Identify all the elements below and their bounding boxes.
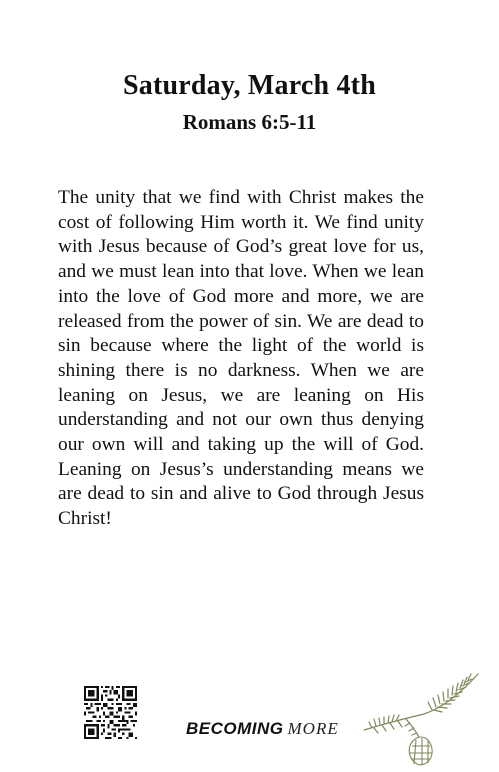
pine-branch-icon bbox=[362, 668, 484, 768]
scripture-reference: Romans 6:5-11 bbox=[182, 110, 317, 134]
brand-primary: BECOMING bbox=[186, 719, 284, 738]
brand-secondary: MORE bbox=[287, 719, 339, 738]
page-title: Saturday, March 4th bbox=[123, 70, 376, 101]
brand-logo bbox=[186, 719, 339, 739]
devotional-text: The unity that we find with Christ makes the cost of following Him worth it. We find unity with Jesus because of God’s great love for us, and we must lean into that love. When we lean into the love of God more and more, we are released from the power of sin. We are dead to sin because where the light of the world is shining there is no darkness. When we are leaning on Jesus, we are leaning on His understanding and not our own thus denying our own will and taking up the will of God. Leaning on Jesus’s understanding means we are dead to sin and alive to God through Jesus Christ! bbox=[58, 187, 424, 530]
qr-code-icon bbox=[84, 686, 137, 739]
